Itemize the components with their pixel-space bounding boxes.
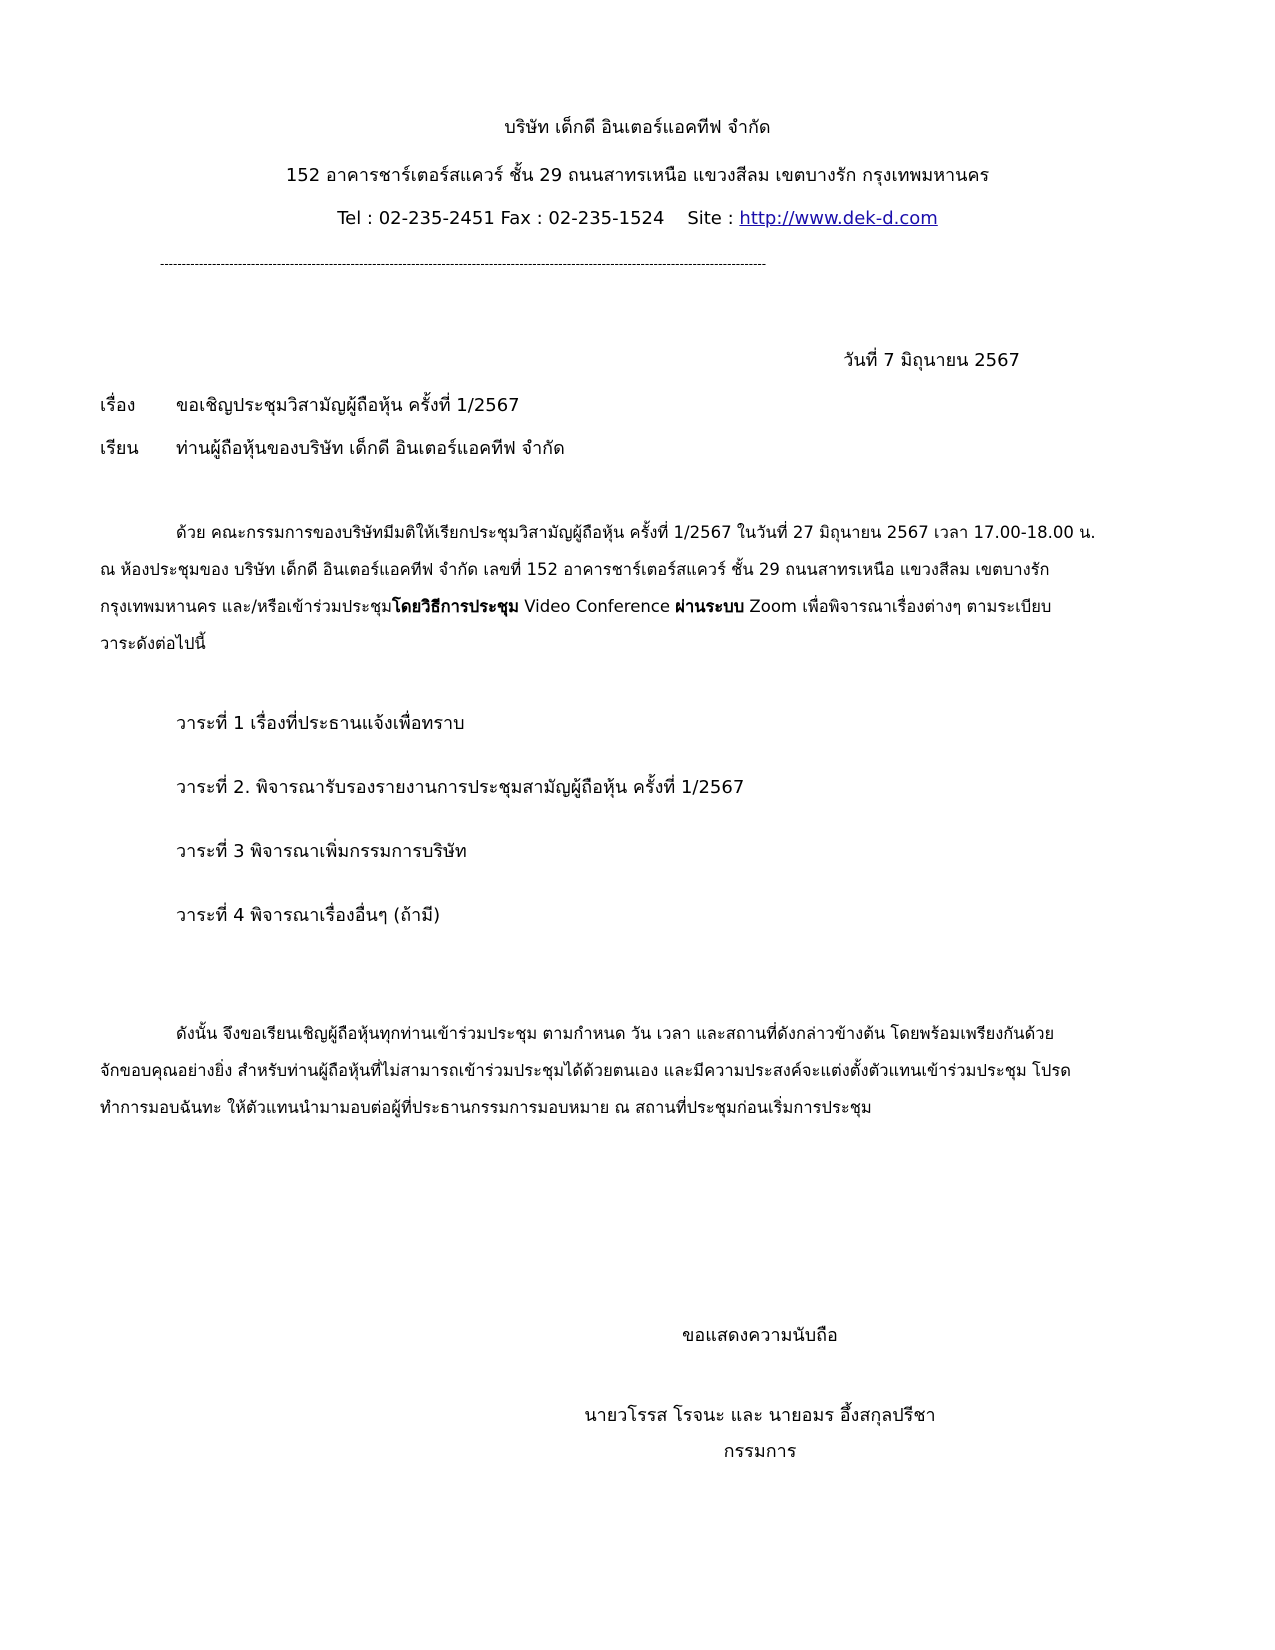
to-text: ท่านผู้ถือหุ้นของบริษัท เด็กดี อินเตอร์แอคทีฟ จำกัด <box>176 438 565 459</box>
letter-date: วันที่ 7 มิถุนายน 2567 <box>843 350 1020 371</box>
body2-line3: ทำการมอบฉันทะ ให้ตัวแทนนำมามอบต่อผู้ที่ประธานกรรมการมอบหมาย ณ สถานที่ประชุมก่อนเริ่มการประชุม <box>100 1098 872 1117</box>
signer-title: กรรมการ <box>723 1441 797 1462</box>
subject-label: เรื่อง <box>100 395 136 416</box>
body-paragraph-2 <box>100 1015 1185 1126</box>
body1-line3 <box>100 588 1185 625</box>
body1-line3-bold-2: ผ่านระบบ <box>675 597 745 616</box>
body1-line2: ณ ห้องประชุมของ บริษัท เด็กดี อินเตอร์แอคทีฟ จำกัด เลขที่ 152 อาคารชาร์เตอร์สแควร์ ชั้น 29 ถนนสาทรเหนือ แขวงสีลม เขตบางรัก <box>100 560 1050 579</box>
agenda-item-3: วาระที่ 3 พิจารณาเพิ่มกรรมการบริษัท <box>176 841 467 862</box>
signers: นายวโรรส โรจนะ และ นายอมร อึ้งสกุลปรีชา <box>584 1405 936 1426</box>
body1-line3-e: Zoom เพื่อพิจารณาเรื่องต่างๆ ตามระเบียบ <box>744 597 1052 616</box>
body2-line1: ดังนั้น จึงขอเรียนเชิญผู้ถือหุ้นทุกท่านเข้าร่วมประชุม ตามกำหนด วัน เวลา และสถานที่ดังกล่าวข้างต้น โดยพร้อมเพรียงกันด้วย <box>176 1024 1055 1043</box>
body-paragraph-1 <box>100 514 1185 662</box>
contact-line <box>0 208 1275 229</box>
body2-line2: จักขอบคุณอย่างยิ่ง สำหรับท่านผู้ถือหุ้นที่ไม่สามารถเข้าร่วมประชุมได้ด้วยตนเอง และมีความประสงค์จะแต่งตั้งตัวแทนเข้าร่วมประชุม โปรด <box>100 1061 1071 1080</box>
agenda-item-1: วาระที่ 1 เรื่องที่ประธานแจ้งเพื่อทราบ <box>176 713 465 734</box>
agenda-item-4: วาระที่ 4 พิจารณาเรื่องอื่นๆ (ถ้ามี) <box>176 905 441 926</box>
contact-text: Tel : 02-235-2451 Fax : 02-235-1524 Site : <box>337 208 740 229</box>
closing: ขอแสดงความนับถือ <box>682 1325 838 1346</box>
site-link[interactable]: http://www.dek-d.com <box>739 208 938 229</box>
divider: -------------------------------------------------------------------------------------------------------------------------------------------- <box>160 256 767 271</box>
body1-line3-a: กรุงเทพมหานคร และ/หรือเข้าร่วมประชุม <box>100 597 393 616</box>
company-name: บริษัท เด็กดี อินเตอร์แอคทีฟ จำกัด <box>504 117 771 138</box>
body1-line3-c: Video Conference <box>519 597 676 616</box>
body1-line4: วาระดังต่อไปนี้ <box>100 634 206 653</box>
body1-line1: ด้วย คณะกรรมการของบริษัทมีมติให้เรียกประชุมวิสามัญผู้ถือหุ้น ครั้งที่ 1/2567 ในวันที่ 27 มิถุนายน 2567 เวลา 17.00-18.00 น. <box>176 523 1096 542</box>
body1-line3-bold-1: โดยวิธีการประชุม <box>392 597 520 616</box>
company-address: 152 อาคารชาร์เตอร์สแควร์ ชั้น 29 ถนนสาทรเหนือ แขวงสีลม เขตบางรัก กรุงเทพมหานคร <box>285 165 990 186</box>
agenda-item-2: วาระที่ 2. พิจารณารับรองรายงานการประชุมสามัญผู้ถือหุ้น ครั้งที่ 1/2567 <box>176 777 745 798</box>
to-label: เรียน <box>100 438 139 459</box>
subject-text: ขอเชิญประชุมวิสามัญผู้ถือหุ้น ครั้งที่ 1/2567 <box>176 395 520 416</box>
